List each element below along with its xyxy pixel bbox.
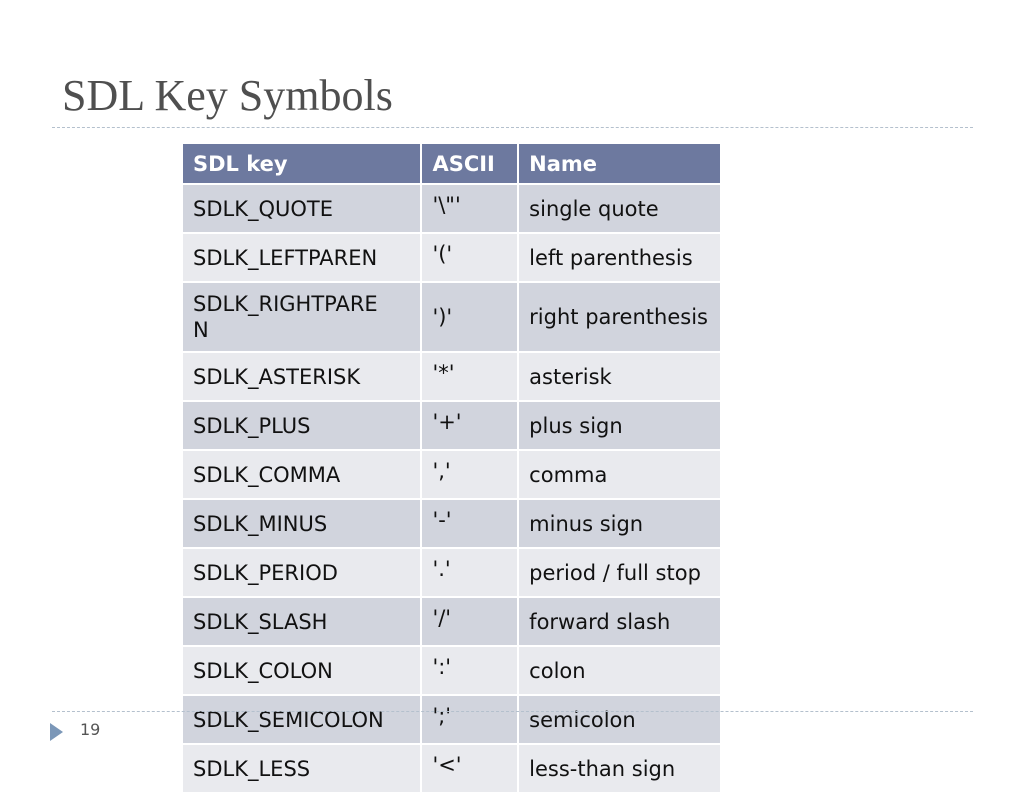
footer-divider xyxy=(52,711,973,712)
key-name-cell: plus sign xyxy=(518,401,721,450)
ascii-cell: ',' xyxy=(421,450,518,499)
sdl-key-cell: SDLK_ASTERISK xyxy=(182,352,421,401)
key-name-cell: colon xyxy=(518,646,721,695)
sdl-key-cell: SDLK_RIGHTPARE N xyxy=(182,282,421,352)
sdl-key-cell: SDLK_COMMA xyxy=(182,450,421,499)
ascii-cell: '-' xyxy=(421,499,518,548)
key-symbols-table xyxy=(181,142,722,794)
table-row xyxy=(182,597,721,646)
sdl-key-cell: SDLK_COLON xyxy=(182,646,421,695)
key-name-cell: minus sign xyxy=(518,499,721,548)
title-divider xyxy=(52,127,973,128)
ascii-cell: ';' xyxy=(421,695,518,744)
table-row xyxy=(182,184,721,233)
sdl-key-cell: SDLK_LEFTPAREN xyxy=(182,233,421,282)
header-ascii: ASCII xyxy=(421,143,518,184)
table-row xyxy=(182,450,721,499)
sdl-key-cell: SDLK_QUOTE xyxy=(182,184,421,233)
table-row xyxy=(182,695,721,744)
sdl-key-cell: SDLK_SEMICOLON xyxy=(182,695,421,744)
table-row xyxy=(182,233,721,282)
key-name-cell: right parenthesis xyxy=(518,282,721,352)
ascii-cell: '+' xyxy=(421,401,518,450)
key-name-cell: comma xyxy=(518,450,721,499)
sdl-key-cell: SDLK_PLUS xyxy=(182,401,421,450)
key-name-cell: single quote xyxy=(518,184,721,233)
key-name-cell: period / full stop xyxy=(518,548,721,597)
ascii-cell: '\"' xyxy=(421,184,518,233)
ascii-cell: '/' xyxy=(421,597,518,646)
table-row xyxy=(182,548,721,597)
table-row xyxy=(182,646,721,695)
ascii-cell: '(' xyxy=(421,233,518,282)
sdl-key-cell: SDLK_MINUS xyxy=(182,499,421,548)
key-name-cell: less-than sign xyxy=(518,744,721,793)
key-name-cell: asterisk xyxy=(518,352,721,401)
table-row xyxy=(182,282,721,352)
table-row xyxy=(182,744,721,793)
key-name-cell: forward slash xyxy=(518,597,721,646)
header-sdl-key: SDL key xyxy=(182,143,421,184)
table-header-row xyxy=(182,143,721,184)
sdl-key-cell: SDLK_SLASH xyxy=(182,597,421,646)
ascii-cell: ':' xyxy=(421,646,518,695)
key-name-cell: semicolon xyxy=(518,695,721,744)
sdl-key-cell: SDLK_PERIOD xyxy=(182,548,421,597)
header-name: Name xyxy=(518,143,721,184)
ascii-cell: '<' xyxy=(421,744,518,793)
ascii-cell: ')' xyxy=(421,282,518,352)
table-row xyxy=(182,352,721,401)
ascii-cell: '.' xyxy=(421,548,518,597)
page-number: 19 xyxy=(80,720,101,739)
sdl-key-cell: SDLK_LESS xyxy=(182,744,421,793)
table-row xyxy=(182,401,721,450)
key-name-cell: left parenthesis xyxy=(518,233,721,282)
triangle-arrow-icon xyxy=(50,723,63,741)
table-row xyxy=(182,499,721,548)
ascii-cell: '*' xyxy=(421,352,518,401)
slide-title: SDL Key Symbols xyxy=(62,71,393,120)
